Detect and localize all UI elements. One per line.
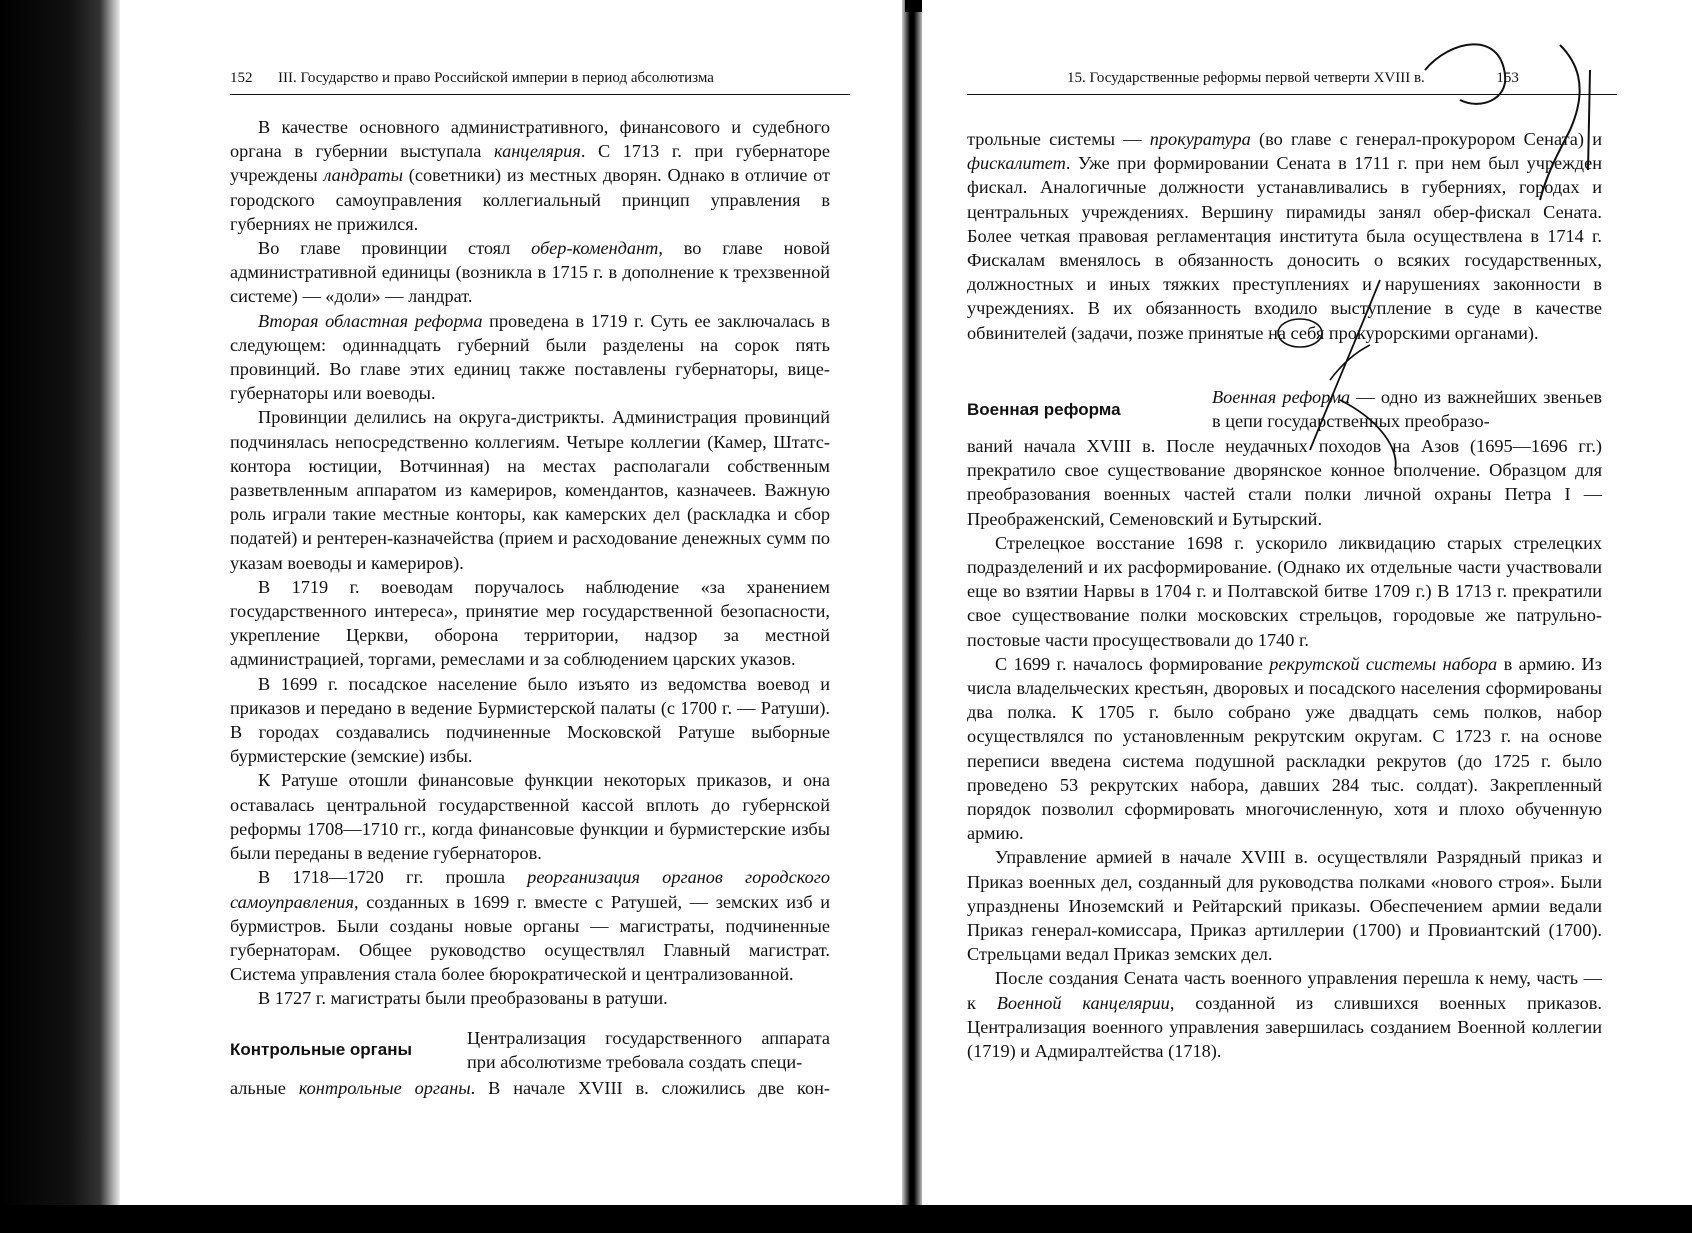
left-running-head-title: III. Государство и право Российской империи в период абсолютизма: [278, 70, 714, 86]
paragraph: Управление армией в начале XVIII в. осуществляли Разрядный приказ и Приказ военных дел, созданный для руководства полками «нового строя». Были упразднены Иноземский и Рейтарский приказы. Обеспечением армии ведали Приказ генерал-комиссара, Приказ артиллерии (1700) и Провиантский (1700). Стрельцами ведал Приказ земских дел.: [967, 847, 1602, 965]
paragraph: Во главе провинции стоял обер-комендант, во главе новой административной единицы (возникла в 1715 г. в дополнение к трехзвенной системе) — «доли» — ландрат.: [230, 238, 830, 307]
paragraph: К Ратуше отошли финансовые функции некоторых приказов, и она оставалась центральной государственной кассой вплоть до губернской реформы 1708—1710 гг., когда финансовые функции и бурмистерские избы были переданы в ведение губернаторов.: [230, 770, 830, 864]
right-page: [922, 0, 1692, 1205]
right-page-number: 153: [1496, 70, 1519, 86]
italic-term: Военная реформа: [1212, 387, 1351, 407]
left-section-tail: альные контрольные органы. В начале XVIII в. сложились две кон-: [230, 1078, 830, 1098]
paragraph: С 1699 г. началось формирование рекрутской системы набора в армию. Из числа владельческих крестьян, дворовых и посадского населения сформированы два полка. К 1705 г. было собрано уже двадцать семь полков, набор осуществлялся по установленным рекрутским округам. С 1723 г. на основе переписи введена система подушной раскладки рекрутов (до 1725 г. было проведено 53 рекрутских набора, давших 284 тыс. солдат). Закрепленный порядок позволил сформировать многочисленную, хотя и плохо обученную армию.: [967, 653, 1602, 844]
left-page: [120, 0, 902, 1205]
left-section-lead: Централизация государственного аппарата при абсолютизме требовала создать специ-: [467, 1028, 830, 1073]
left-section-heading: Контрольные органы: [230, 1040, 413, 1059]
paragraph: В качестве основного административного, финансового и судебного органа в губернии выступала канцелярия. С 1713 г. при губернаторе учреждены ландраты (советники) из местных дворян. Однако в отличие от городского самоуправления коллегиальный принцип управления в губерниях не прижился.: [230, 117, 831, 234]
italic-term: контрольные органы: [298, 1078, 471, 1098]
right-body-text-top: [967, 127, 1602, 345]
right-section-lead: Военная реформа — одно из важнейших звеньев в цепи государственных преобразо-: [1212, 387, 1602, 432]
right-running-head: [1067, 70, 1519, 87]
paragraph: В 1699 г. посадское население было изъято из ведомства воевод и приказов и передано в ведение Бурмистерской палаты (с 1700 г. — Ратуши). В городах создавались подчиненные Московской Ратуше выборные бурмистерские (земские) избы.: [230, 673, 830, 767]
paragraph: В 1718—1720 гг. прошла реорганизация органов городского самоуправления, созданных в 1699 г. вместе с Ратушей, — земских изб и бурмистров. Были созданы новые органы — магистраты, подчиненные губернаторам. Общее руководство осуществлял Главный магистрат. Система управления стала более бюрократической и централизованной.: [230, 867, 830, 985]
paragraph: Стрелецкое восстание 1698 г. ускорило ликвидацию старых стрелецких подразделений и их расформирование. (Однако их отдельные части участвовали еще во взятии Нарвы в 1704 г. и Полтавской битве 1709 г.) В 1713 г. прекратили свое существование полки московских стрельцов, городовые же патрульно-постовые части просуществовали до 1740 г.: [967, 532, 1602, 650]
left-body-text: [230, 115, 830, 1011]
paragraph: В 1727 г. магистраты были преобразованы в ратуши.: [258, 988, 668, 1009]
paragraph: ваний начала XVIII в. После неудачных походов на Азов (1695—1696 гг.) прекратило свое существование дворянское конное ополчение. Образцом для преобразования военных частей стали полки личной охраны Петра I — Преображенский, Семеновский и Бутырский.: [967, 436, 1602, 529]
paragraph: трольные системы — прокуратура (во главе с генерал-прокурором Сената) и фискалитет. Уже при формировании Сената в 1711 г. при нем был учрежден фискал. Аналогичные должности устанавливались в губерниях, городах и центральных учреждениях. Вершину пирамиды занял обер-фискал Сената. Более четкая правовая регламентация института была осуществлена в 1714 г. Фискалам вменялось в обязанность доносить о всяких государственных, должностных и иных тяжких преступлениях и нарушениях законности в учреждениях. В их обязанность входило выступление в суде в качестве обвинителей (задачи, позже принятые на себя прокурорскими органами).: [967, 129, 1602, 343]
right-header-rule: [967, 94, 1617, 95]
left-running-head: [230, 70, 714, 87]
italic-term: Военной канцелярии: [996, 992, 1170, 1013]
italic-term: фискалитет: [967, 153, 1066, 174]
paragraph: Провинции делились на округа-дистрикты. Администрация провинций подчинялась непосредственно коллегиям. Четыре коллегии (Камер, Штатс-контора юстиции, Вотчинная) на местах располагали собственным разветвленным аппаратом из камериров, комендантов, казначеев. Важную роль играли такие местные конторы, как камерских дел (раскладка и сбор податей) и рентерен-казначейства (прием и расходование денежных сумм по указам воеводы и камериров).: [230, 407, 830, 573]
left-page-number: 152: [230, 70, 253, 86]
italic-term: Вторая областная реформа: [258, 310, 483, 331]
paragraph: После создания Сената часть военного управления перешла к нему, часть — к Военной канцелярии, созданной из слившихся военных приказов. Централизация военного управления завершилась созданием Военной коллегии (1719) и Адмиралтейства (1718).: [967, 968, 1602, 1062]
scan-edge-left: [0, 0, 120, 1233]
italic-term: обер-комендант: [531, 238, 659, 259]
italic-term: реорганизация органов городского самоуправления: [230, 867, 830, 912]
italic-term: ландраты: [323, 165, 404, 186]
book-gutter: [902, 0, 922, 1233]
right-body-text-bottom: [967, 434, 1602, 1063]
italic-term: канцелярия: [494, 141, 581, 162]
scan-edge-bottom: [0, 1205, 1692, 1233]
italic-term: рекрутской системы набора: [1269, 653, 1498, 674]
right-running-head-title: 15. Государственные реформы первой четверти XVIII в.: [1067, 70, 1425, 86]
paragraph: Вторая областная реформа проведена в 1719 г. Суть ее заключалась в следующем: одиннадцать губерний были разделены на сорок пять провинций. Во главе этих единиц также поставлены губернаторы, вице-губернаторы или воеводы.: [230, 310, 830, 404]
italic-term: прокуратура: [1149, 129, 1251, 149]
right-section-heading: Военная реформа: [967, 400, 1121, 419]
paragraph: В 1719 г. воеводам поручалось наблюдение «за хранением государственного интереса», принятие мер государственной безопасности, укрепление Церкви, оборона территории, надзор за местной администрацией, торгами, ремеслами и за соблюдением царских указов.: [230, 576, 830, 670]
left-header-rule: [230, 94, 850, 95]
